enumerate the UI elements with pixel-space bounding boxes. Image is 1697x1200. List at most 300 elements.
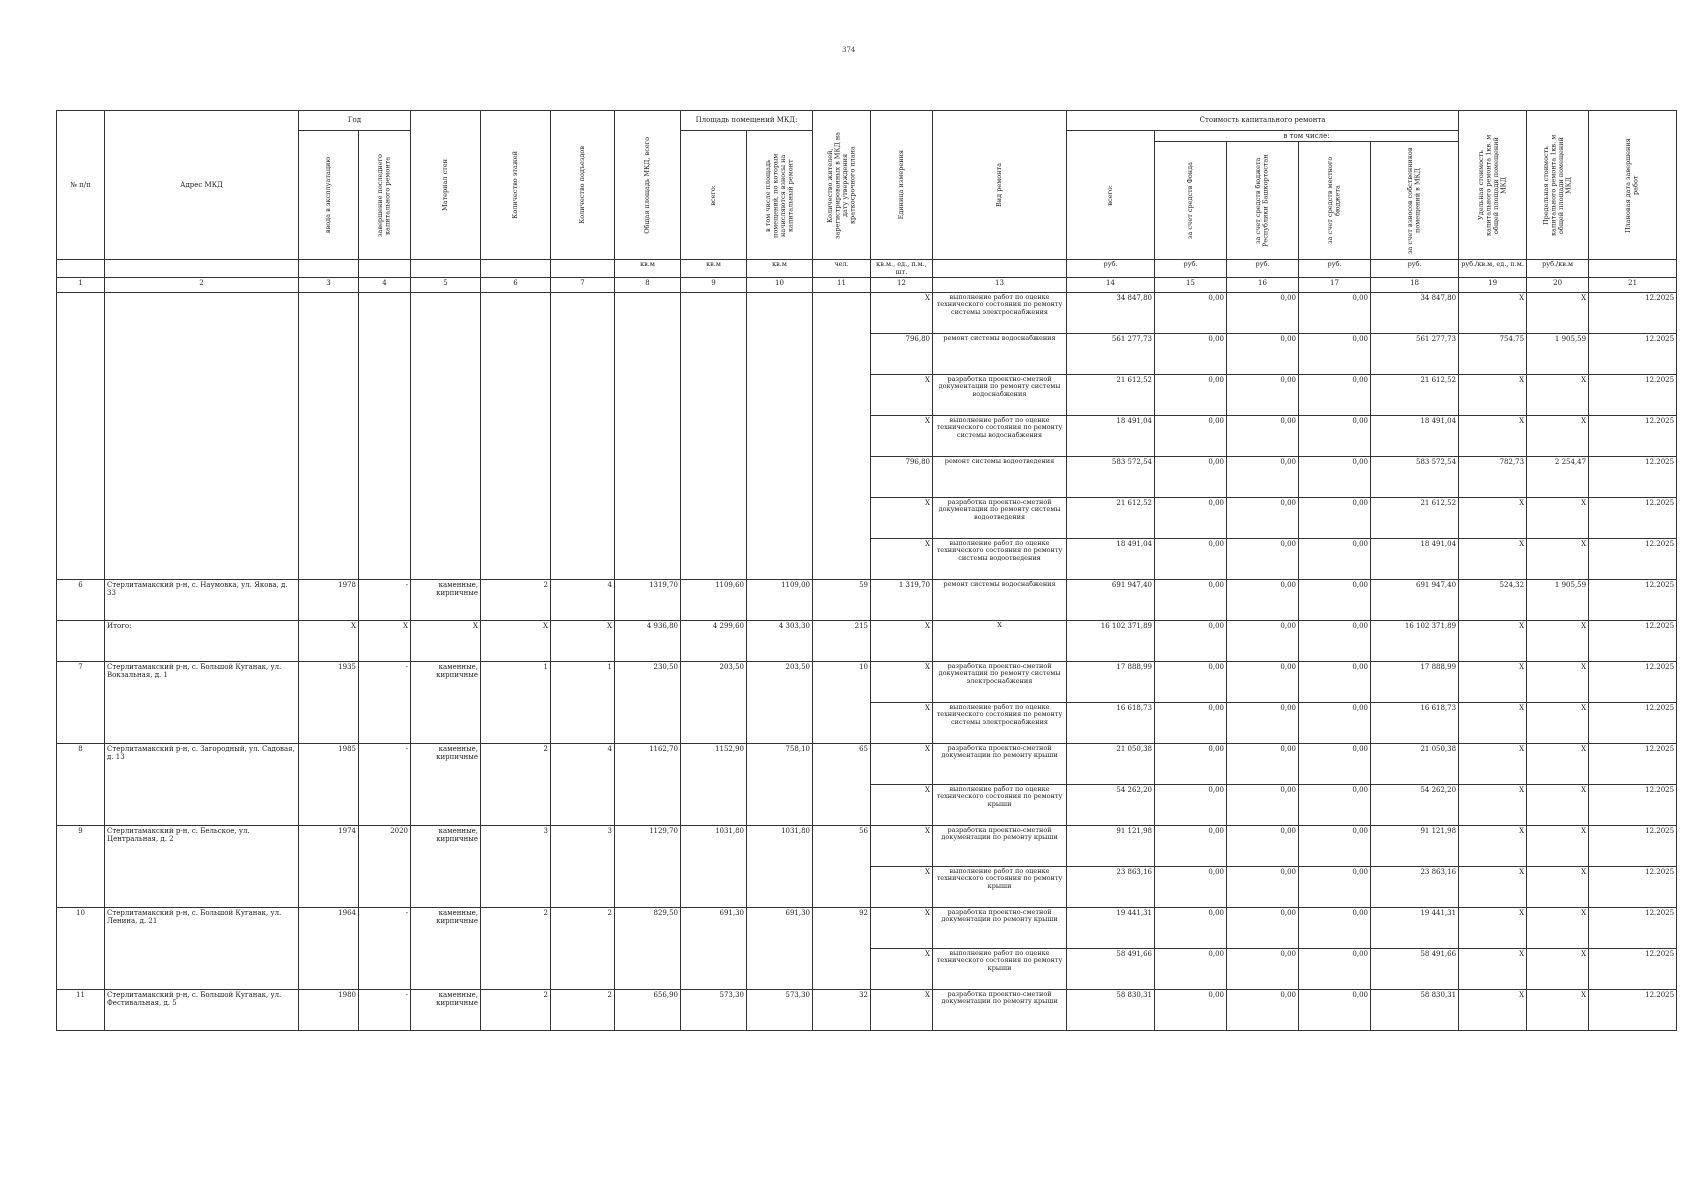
row-year-built (299, 374, 359, 415)
row-area-res: 1109,00 (747, 579, 813, 620)
row-material: каменные, кирпичные (411, 743, 481, 784)
row-area-all: 4 299,60 (681, 620, 747, 661)
row-total-area: 4 936,80 (615, 620, 681, 661)
units-row (57, 260, 1677, 278)
row-fund: 0,00 (1155, 784, 1227, 825)
row-year-built (299, 702, 359, 743)
table-body (57, 292, 1677, 1030)
row-work-type: разработка проектно-сметной документации по ремонту крыши (933, 825, 1067, 866)
unit-cell: кв.м (747, 260, 813, 278)
row-fund: 0,00 (1155, 538, 1227, 579)
row-residents: 10 (813, 661, 871, 702)
row-local: 0,00 (1299, 292, 1371, 333)
row-residents: 56 (813, 825, 871, 866)
row-total-area (615, 456, 681, 497)
column-number-cell: 7 (551, 277, 615, 292)
row-address (105, 333, 299, 374)
row-area-all: 1031,80 (681, 825, 747, 866)
row-residents (813, 333, 871, 374)
row-unit-cost: X (1459, 743, 1527, 784)
row-republic: 0,00 (1227, 661, 1299, 702)
row-deadline: 12.2025 (1589, 579, 1677, 620)
column-number-cell: 13 (933, 277, 1067, 292)
row-year-repair (359, 784, 411, 825)
row-work-type: разработка проектно-сметной документации по ремонту системы водоотведения (933, 497, 1067, 538)
row-floors (481, 784, 551, 825)
row-republic: 0,00 (1227, 743, 1299, 784)
row-material (411, 333, 481, 374)
row-area-all: 1152,90 (681, 743, 747, 784)
row-cost-total: 691 947,40 (1067, 579, 1155, 620)
column-number-cell: 15 (1155, 277, 1227, 292)
row-owners: 583 572,54 (1371, 456, 1459, 497)
row-unit-cost: X (1459, 948, 1527, 989)
row-republic: 0,00 (1227, 825, 1299, 866)
row-deadline: 12.2025 (1589, 497, 1677, 538)
header-group-year: Год (299, 111, 411, 131)
row-cost-total: 18 491,04 (1067, 415, 1155, 456)
row-deadline: 12.2025 (1589, 866, 1677, 907)
row-year-built: 1974 (299, 825, 359, 866)
row-address (105, 784, 299, 825)
row-deadline: 12.2025 (1589, 989, 1677, 1030)
row-owners: 34 847,80 (1371, 292, 1459, 333)
row-year-built: 1985 (299, 743, 359, 784)
row-owners: 58 491,66 (1371, 948, 1459, 989)
table-row (57, 743, 1677, 784)
row-work-type: выполнение работ по оценке технического состояния по ремонту системы электроснабжения (933, 292, 1067, 333)
row-material (411, 497, 481, 538)
row-year-built: 1980 (299, 989, 359, 1030)
row-floors: 1 (481, 661, 551, 702)
row-area-res (747, 374, 813, 415)
row-limit-cost: X (1527, 784, 1589, 825)
row-unit: X (871, 374, 933, 415)
row-work-type: выполнение работ по оценке технического состояния по ремонту системы электроснабжения (933, 702, 1067, 743)
column-number-cell: 2 (105, 277, 299, 292)
row-fund: 0,00 (1155, 456, 1227, 497)
row-floors: 2 (481, 743, 551, 784)
row-unit: X (871, 989, 933, 1030)
row-unit: X (871, 825, 933, 866)
row-work-type: выполнение работ по оценке технического состояния по ремонту крыши (933, 784, 1067, 825)
row-limit-cost: X (1527, 825, 1589, 866)
row-unit-cost: X (1459, 415, 1527, 456)
row-local: 0,00 (1299, 784, 1371, 825)
unit-cell: кв.м (615, 260, 681, 278)
row-area-res: 573,30 (747, 989, 813, 1030)
row-unit: X (871, 784, 933, 825)
row-unit: X (871, 743, 933, 784)
row-area-all (681, 784, 747, 825)
row-limit-cost: X (1527, 374, 1589, 415)
row-fund: 0,00 (1155, 497, 1227, 538)
row-area-res: 1031,80 (747, 825, 813, 866)
row-material: каменные, кирпичные (411, 825, 481, 866)
row-unit-cost: X (1459, 825, 1527, 866)
row-deadline: 12.2025 (1589, 784, 1677, 825)
row-total-area (615, 784, 681, 825)
header-floors: Количество этажей (481, 111, 551, 260)
table-row (57, 702, 1677, 743)
row-num: 6 (57, 579, 105, 620)
row-material (411, 948, 481, 989)
row-area-res: 203,50 (747, 661, 813, 702)
header-work-type: Вид ремонта (933, 111, 1067, 260)
row-local: 0,00 (1299, 374, 1371, 415)
row-limit-cost: X (1527, 415, 1589, 456)
row-limit-cost: X (1527, 620, 1589, 661)
header-fund: за счет средств Фонда (1155, 142, 1227, 260)
row-area-res (747, 292, 813, 333)
row-unit-cost: 754,75 (1459, 333, 1527, 374)
row-total-area: 1319,70 (615, 579, 681, 620)
row-unit: X (871, 620, 933, 661)
row-cost-total: 561 277,73 (1067, 333, 1155, 374)
row-unit: X (871, 907, 933, 948)
row-material: каменные, кирпичные (411, 579, 481, 620)
row-deadline: 12.2025 (1589, 948, 1677, 989)
row-area-res: 691,30 (747, 907, 813, 948)
repair-plan-sheet (56, 110, 1676, 1031)
row-deadline: 12.2025 (1589, 456, 1677, 497)
table-row (57, 456, 1677, 497)
row-floors (481, 497, 551, 538)
row-address: Стерлитамакский р-н, с. Большой Куганак, ул. Фестивальная, д. 5 (105, 989, 299, 1030)
header-limit-cost: Предельная стоимость капитального ремонта 1кв. м общей площади помещений МКД (1527, 111, 1589, 260)
row-cost-total: 91 121,98 (1067, 825, 1155, 866)
row-area-res (747, 702, 813, 743)
unit-cell (359, 260, 411, 278)
row-area-res (747, 415, 813, 456)
row-unit: X (871, 661, 933, 702)
row-area-all (681, 702, 747, 743)
row-area-res (747, 784, 813, 825)
row-owners: 18 491,04 (1371, 415, 1459, 456)
header-owners: за счет взносов собственников помещений в МКД (1371, 142, 1459, 260)
row-unit-cost: X (1459, 661, 1527, 702)
row-deadline: 12.2025 (1589, 661, 1677, 702)
row-area-all: 573,30 (681, 989, 747, 1030)
row-residents (813, 784, 871, 825)
row-cost-total: 16 102 371,89 (1067, 620, 1155, 661)
row-area-all: 203,50 (681, 661, 747, 702)
row-area-all (681, 415, 747, 456)
table-row (57, 620, 1677, 661)
row-num (57, 374, 105, 415)
row-residents: 65 (813, 743, 871, 784)
table-row (57, 948, 1677, 989)
row-material (411, 702, 481, 743)
row-year-repair: - (359, 989, 411, 1030)
row-entrances (551, 538, 615, 579)
header-address: Адрес МКД (105, 111, 299, 260)
row-num (57, 333, 105, 374)
row-year-repair (359, 948, 411, 989)
row-fund: 0,00 (1155, 333, 1227, 374)
page-number: 374 (842, 46, 856, 54)
row-total-area: 1162,70 (615, 743, 681, 784)
row-cost-total: 58 830,31 (1067, 989, 1155, 1030)
row-material: каменные, кирпичные (411, 989, 481, 1030)
row-area-res: 4 303,30 (747, 620, 813, 661)
row-residents (813, 456, 871, 497)
header-group-including: в том числе: (1155, 131, 1459, 142)
row-material (411, 292, 481, 333)
row-owners: 16 102 371,89 (1371, 620, 1459, 661)
row-unit-cost: X (1459, 784, 1527, 825)
row-cost-total: 58 491,66 (1067, 948, 1155, 989)
row-work-type: разработка проектно-сметной документации по ремонту системы водоснабжения (933, 374, 1067, 415)
header-group-cost: Стоимость капитального ремонта (1067, 111, 1459, 131)
column-number-cell: 12 (871, 277, 933, 292)
row-unit-cost: X (1459, 292, 1527, 333)
row-address: Итого: (105, 620, 299, 661)
row-area-all (681, 948, 747, 989)
row-residents: 92 (813, 907, 871, 948)
row-local: 0,00 (1299, 497, 1371, 538)
row-local: 0,00 (1299, 866, 1371, 907)
row-num (57, 497, 105, 538)
column-number-cell: 21 (1589, 277, 1677, 292)
row-unit: X (871, 497, 933, 538)
unit-cell: кв.м., ед., п.м., шт. (871, 260, 933, 278)
row-owners: 91 121,98 (1371, 825, 1459, 866)
row-floors (481, 415, 551, 456)
header-unit: Единица измерения (871, 111, 933, 260)
row-unit: 796,80 (871, 456, 933, 497)
row-deadline: 12.2025 (1589, 825, 1677, 866)
row-owners: 17 888,99 (1371, 661, 1459, 702)
unit-cell (481, 260, 551, 278)
row-num: 8 (57, 743, 105, 784)
row-residents: 32 (813, 989, 871, 1030)
row-num (57, 456, 105, 497)
row-work-type: выполнение работ по оценке технического состояния по ремонту системы водоснабжения (933, 415, 1067, 456)
row-cost-total: 18 491,04 (1067, 538, 1155, 579)
row-entrances (551, 415, 615, 456)
row-unit-cost: 524,32 (1459, 579, 1527, 620)
row-total-area (615, 948, 681, 989)
row-floors (481, 374, 551, 415)
row-cost-total: 23 863,16 (1067, 866, 1155, 907)
row-area-res (747, 538, 813, 579)
row-year-repair: - (359, 579, 411, 620)
row-num (57, 702, 105, 743)
row-floors (481, 538, 551, 579)
unit-cell (551, 260, 615, 278)
header-year-repair: завершение последнего капитального ремонта (359, 131, 411, 260)
row-area-all (681, 333, 747, 374)
row-deadline: 12.2025 (1589, 333, 1677, 374)
row-num: 10 (57, 907, 105, 948)
row-fund: 0,00 (1155, 866, 1227, 907)
row-year-built (299, 866, 359, 907)
row-deadline: 12.2025 (1589, 415, 1677, 456)
row-cost-total: 21 612,52 (1067, 497, 1155, 538)
row-entrances: 2 (551, 907, 615, 948)
column-number-cell: 6 (481, 277, 551, 292)
row-cost-total: 34 847,80 (1067, 292, 1155, 333)
row-residents (813, 497, 871, 538)
row-cost-total: 54 262,20 (1067, 784, 1155, 825)
row-year-repair (359, 456, 411, 497)
unit-cell (105, 260, 299, 278)
unit-cell: руб. (1155, 260, 1227, 278)
row-limit-cost: 1 905,59 (1527, 333, 1589, 374)
column-number-cell: 14 (1067, 277, 1155, 292)
row-entrances: 4 (551, 579, 615, 620)
row-unit-cost: X (1459, 374, 1527, 415)
row-local: 0,00 (1299, 333, 1371, 374)
row-limit-cost: X (1527, 538, 1589, 579)
row-owners: 16 618,73 (1371, 702, 1459, 743)
row-local: 0,00 (1299, 538, 1371, 579)
header-area-residential: в том числе площадь помещений, по которым начисляются взносы на капитальный ремонт (747, 131, 813, 260)
row-limit-cost: X (1527, 702, 1589, 743)
row-local: 0,00 (1299, 743, 1371, 784)
column-numbers-row (57, 277, 1677, 292)
row-fund: 0,00 (1155, 292, 1227, 333)
row-cost-total: 16 618,73 (1067, 702, 1155, 743)
header-num: № п/п (57, 111, 105, 260)
row-limit-cost: X (1527, 497, 1589, 538)
row-floors (481, 292, 551, 333)
row-entrances (551, 456, 615, 497)
row-entrances (551, 948, 615, 989)
row-num (57, 784, 105, 825)
header-area-total: всего: (681, 131, 747, 260)
row-limit-cost: X (1527, 989, 1589, 1030)
table-row (57, 661, 1677, 702)
row-entrances (551, 866, 615, 907)
row-owners: 21 612,52 (1371, 374, 1459, 415)
column-number-cell: 16 (1227, 277, 1299, 292)
row-limit-cost: 2 254,47 (1527, 456, 1589, 497)
row-address (105, 456, 299, 497)
row-year-repair: - (359, 743, 411, 784)
table-row (57, 374, 1677, 415)
header-republic: за счет средств бюджета Республики Башкортостан (1227, 142, 1299, 260)
row-material: каменные, кирпичные (411, 661, 481, 702)
row-local: 0,00 (1299, 948, 1371, 989)
row-year-repair: X (359, 620, 411, 661)
row-deadline: 12.2025 (1589, 743, 1677, 784)
row-residents (813, 292, 871, 333)
row-area-res (747, 456, 813, 497)
row-fund: 0,00 (1155, 415, 1227, 456)
row-work-type: ремонт системы водоотведения (933, 456, 1067, 497)
row-entrances (551, 374, 615, 415)
table-row (57, 538, 1677, 579)
row-republic: 0,00 (1227, 538, 1299, 579)
row-entrances (551, 497, 615, 538)
row-total-area (615, 415, 681, 456)
row-owners: 19 441,31 (1371, 907, 1459, 948)
row-unit-cost: 782,73 (1459, 456, 1527, 497)
row-material (411, 415, 481, 456)
column-number-cell: 4 (359, 277, 411, 292)
row-year-built: 1964 (299, 907, 359, 948)
row-residents (813, 866, 871, 907)
table-row (57, 784, 1677, 825)
row-republic: 0,00 (1227, 989, 1299, 1030)
row-floors (481, 333, 551, 374)
row-unit-cost: X (1459, 620, 1527, 661)
header-total-area: Общая площадь МКД, всего (615, 111, 681, 260)
row-local: 0,00 (1299, 661, 1371, 702)
row-owners: 54 262,20 (1371, 784, 1459, 825)
row-total-area: 1129,70 (615, 825, 681, 866)
row-deadline: 12.2025 (1589, 292, 1677, 333)
row-total-area: 829,50 (615, 907, 681, 948)
unit-cell: руб./кв.м, ед., п.м. (1459, 260, 1527, 278)
row-entrances: 4 (551, 743, 615, 784)
row-unit-cost: X (1459, 866, 1527, 907)
row-num (57, 948, 105, 989)
column-number-cell: 11 (813, 277, 871, 292)
unit-cell (411, 260, 481, 278)
row-work-type: разработка проектно-сметной документации по ремонту крыши (933, 907, 1067, 948)
unit-cell: руб. (1227, 260, 1299, 278)
row-limit-cost: 1 905,59 (1527, 579, 1589, 620)
row-year-built (299, 784, 359, 825)
row-unit-cost: X (1459, 702, 1527, 743)
unit-cell (57, 260, 105, 278)
row-address: Стерлитамакский р-н, с. Загородный, ул. Садовая, д. 13 (105, 743, 299, 784)
row-total-area: 230,50 (615, 661, 681, 702)
row-fund: 0,00 (1155, 743, 1227, 784)
row-area-res (747, 866, 813, 907)
row-floors: X (481, 620, 551, 661)
unit-cell: чел. (813, 260, 871, 278)
row-republic: 0,00 (1227, 333, 1299, 374)
row-republic: 0,00 (1227, 579, 1299, 620)
row-area-all (681, 292, 747, 333)
row-republic: 0,00 (1227, 907, 1299, 948)
row-deadline: 12.2025 (1589, 620, 1677, 661)
row-unit: 1 319,70 (871, 579, 933, 620)
row-year-repair: - (359, 661, 411, 702)
row-republic: 0,00 (1227, 620, 1299, 661)
row-unit: X (871, 866, 933, 907)
header-residents: Количество жителей, зарегистрированных в МКД на дату утверждения краткосрочного плана (813, 111, 871, 260)
table-row (57, 292, 1677, 333)
row-floors (481, 702, 551, 743)
row-year-repair (359, 702, 411, 743)
row-area-all (681, 866, 747, 907)
row-address (105, 374, 299, 415)
row-unit: X (871, 702, 933, 743)
row-year-built (299, 456, 359, 497)
row-unit: X (871, 292, 933, 333)
row-address (105, 948, 299, 989)
row-floors: 2 (481, 579, 551, 620)
unit-cell: руб./кв.м (1527, 260, 1589, 278)
row-limit-cost: X (1527, 866, 1589, 907)
row-floors (481, 948, 551, 989)
row-material (411, 784, 481, 825)
row-total-area (615, 538, 681, 579)
row-local: 0,00 (1299, 456, 1371, 497)
row-republic: 0,00 (1227, 415, 1299, 456)
row-total-area (615, 333, 681, 374)
row-unit-cost: X (1459, 538, 1527, 579)
row-num (57, 866, 105, 907)
table-row (57, 866, 1677, 907)
column-number-cell: 17 (1299, 277, 1371, 292)
row-entrances: 2 (551, 989, 615, 1030)
